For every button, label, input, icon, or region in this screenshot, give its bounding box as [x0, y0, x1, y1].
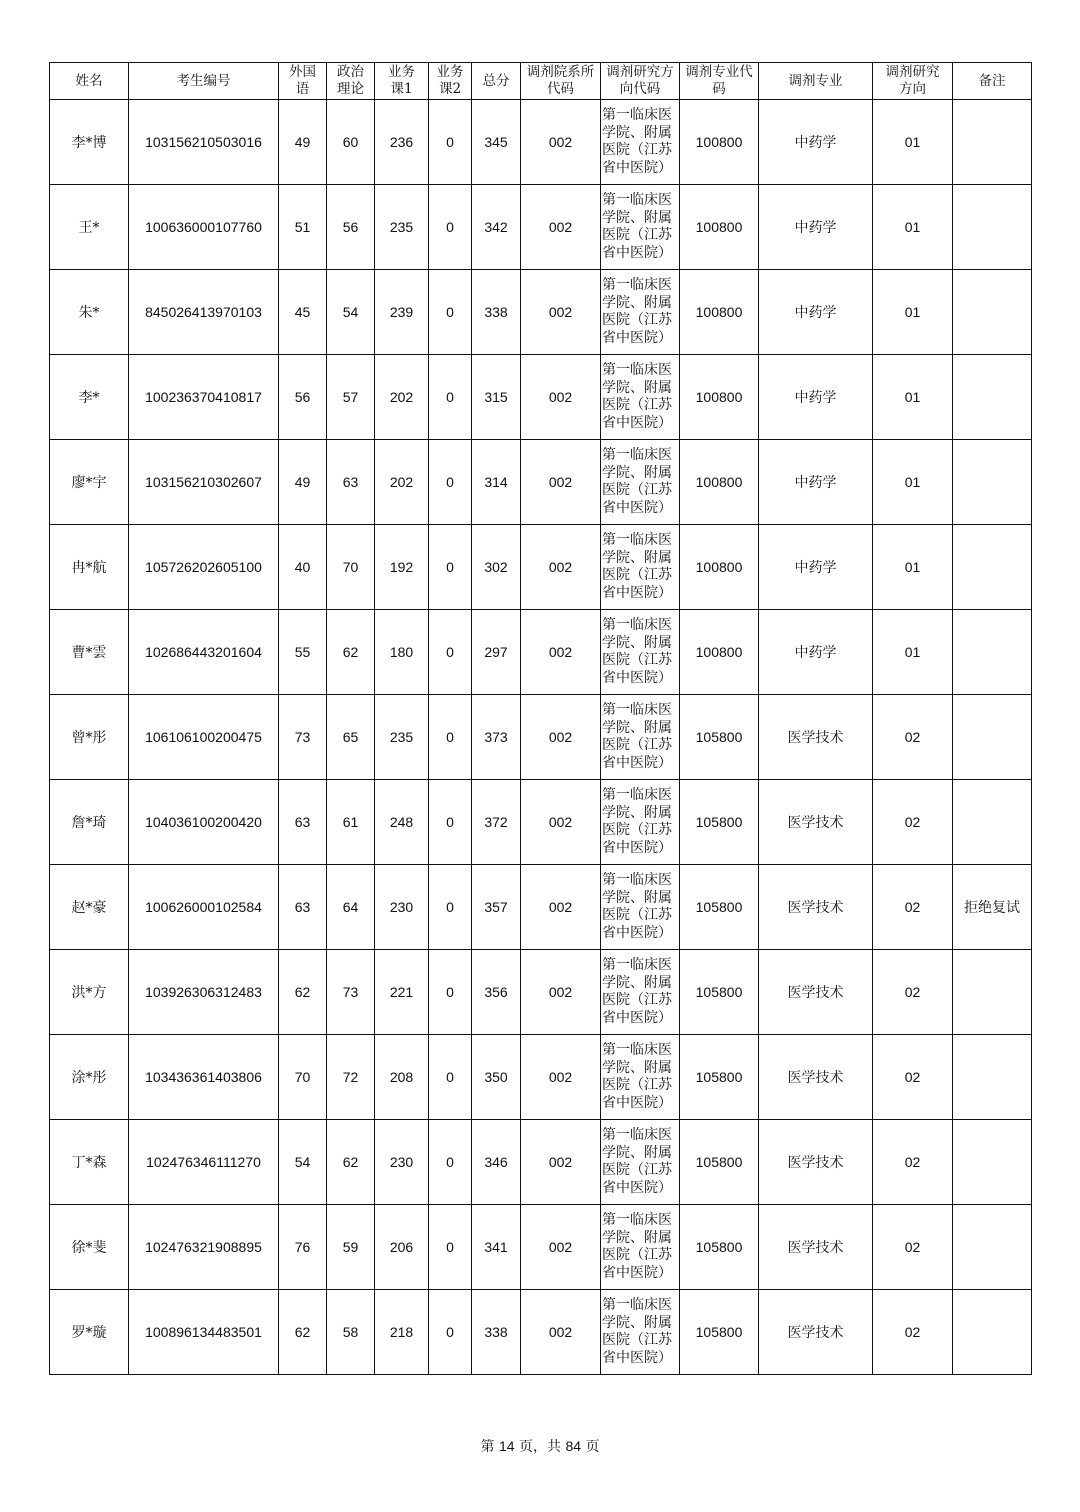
cell-foreign-language: 51 — [279, 185, 327, 270]
cell-dept-code: 002 — [521, 355, 601, 440]
cell-foreign-language: 49 — [279, 100, 327, 185]
cell-direction: 01 — [873, 270, 953, 355]
cell-exam-no: 100636000107760 — [129, 185, 279, 270]
cell-direction-code-text: 第一临床医学院、附属医院（江苏省中医院） — [602, 362, 672, 431]
cell-direction-code-text: 第一临床医学院、附属医院（江苏省中医院） — [602, 617, 672, 686]
cell-foreign-language: 49 — [279, 440, 327, 525]
cell-total: 357 — [472, 865, 521, 950]
table-row — [50, 100, 1032, 185]
table-row — [50, 695, 1032, 780]
cell-direction-code-text: 第一临床医学院、附属医院（江苏省中医院） — [602, 1042, 672, 1111]
cell-name: 涂*彤 — [50, 1035, 129, 1120]
cell-direction: 02 — [873, 1120, 953, 1205]
cell-politics: 64 — [327, 865, 375, 950]
cell-course1: 235 — [375, 695, 429, 780]
cell-course2: 0 — [429, 525, 472, 610]
cell-exam-no: 102686443201604 — [129, 610, 279, 695]
cell-politics: 59 — [327, 1205, 375, 1290]
cell-major: 医学技术 — [759, 1035, 873, 1120]
cell-course1: 239 — [375, 270, 429, 355]
header-dept-code-text: 调剂院系所 代码 — [526, 64, 595, 97]
cell-foreign-language: 55 — [279, 610, 327, 695]
header-note: 备注 — [953, 63, 1032, 100]
cell-direction-code — [601, 695, 680, 780]
cell-direction-code — [601, 780, 680, 865]
cell-exam-no: 103926306312483 — [129, 950, 279, 1035]
header-foreign-language-text: 外国 语 — [289, 64, 316, 97]
footer-page-number: 14 — [498, 1438, 515, 1454]
cell-direction-code — [601, 865, 680, 950]
cell-exam-no: 105726202605100 — [129, 525, 279, 610]
header-name: 姓名 — [50, 63, 129, 100]
cell-direction: 01 — [873, 355, 953, 440]
cell-course1: 202 — [375, 440, 429, 525]
table-row — [50, 1035, 1032, 1120]
table-row — [50, 1290, 1032, 1375]
admission-table — [49, 62, 1032, 1375]
cell-course1: 192 — [375, 525, 429, 610]
cell-dept-code: 002 — [521, 780, 601, 865]
cell-major: 中药学 — [759, 610, 873, 695]
cell-course1: 208 — [375, 1035, 429, 1120]
cell-direction-code — [601, 440, 680, 525]
cell-dept-code: 002 — [521, 610, 601, 695]
cell-course2: 0 — [429, 440, 472, 525]
cell-direction-code-text: 第一临床医学院、附属医院（江苏省中医院） — [602, 1212, 672, 1281]
cell-direction-code-text: 第一临床医学院、附属医院（江苏省中医院） — [602, 1297, 672, 1366]
header-major: 调剂专业 — [759, 63, 873, 100]
cell-total: 315 — [472, 355, 521, 440]
cell-direction-code — [601, 1290, 680, 1375]
cell-total: 341 — [472, 1205, 521, 1290]
cell-direction-code — [601, 1120, 680, 1205]
cell-politics: 62 — [327, 610, 375, 695]
cell-direction-code-text: 第一临床医学院、附属医院（江苏省中医院） — [602, 447, 672, 516]
cell-direction-code — [601, 610, 680, 695]
cell-course1: 236 — [375, 100, 429, 185]
cell-foreign-language: 62 — [279, 1290, 327, 1375]
cell-course1: 235 — [375, 185, 429, 270]
cell-direction: 01 — [873, 185, 953, 270]
cell-note — [953, 780, 1032, 865]
cell-course2: 0 — [429, 1205, 472, 1290]
cell-exam-no: 104036100200420 — [129, 780, 279, 865]
cell-course1: 248 — [375, 780, 429, 865]
cell-direction: 02 — [873, 695, 953, 780]
cell-major-code: 100800 — [680, 440, 759, 525]
cell-dept-code: 002 — [521, 270, 601, 355]
cell-major-code: 100800 — [680, 610, 759, 695]
cell-politics: 70 — [327, 525, 375, 610]
cell-direction-code — [601, 1205, 680, 1290]
cell-note — [953, 1290, 1032, 1375]
cell-politics: 65 — [327, 695, 375, 780]
cell-exam-no: 102476346111270 — [129, 1120, 279, 1205]
cell-direction-code-text: 第一临床医学院、附属医院（江苏省中医院） — [602, 107, 672, 176]
header-direction-code — [601, 63, 680, 100]
cell-direction: 02 — [873, 780, 953, 865]
cell-direction: 01 — [873, 525, 953, 610]
cell-foreign-language: 45 — [279, 270, 327, 355]
table-row — [50, 525, 1032, 610]
cell-dept-code: 002 — [521, 865, 601, 950]
table-row — [50, 185, 1032, 270]
header-direction-text: 调剂研究 方向 — [885, 64, 940, 97]
cell-exam-no: 103156210302607 — [129, 440, 279, 525]
header-total: 总分 — [472, 63, 521, 100]
cell-major: 医学技术 — [759, 950, 873, 1035]
cell-note — [953, 525, 1032, 610]
cell-major: 医学技术 — [759, 1205, 873, 1290]
cell-major: 医学技术 — [759, 695, 873, 780]
table-row — [50, 355, 1032, 440]
cell-major-code: 105800 — [680, 1290, 759, 1375]
cell-politics: 60 — [327, 100, 375, 185]
cell-note: 拒绝复试 — [953, 865, 1032, 950]
cell-major: 医学技术 — [759, 1120, 873, 1205]
cell-major: 医学技术 — [759, 780, 873, 865]
cell-course2: 0 — [429, 865, 472, 950]
cell-dept-code: 002 — [521, 100, 601, 185]
cell-direction-code — [601, 355, 680, 440]
cell-total: 345 — [472, 100, 521, 185]
cell-major: 中药学 — [759, 270, 873, 355]
header-course2-text: 业务 课2 — [436, 64, 464, 97]
cell-major: 中药学 — [759, 525, 873, 610]
cell-major-code: 105800 — [680, 1035, 759, 1120]
cell-foreign-language: 62 — [279, 950, 327, 1035]
cell-direction: 02 — [873, 950, 953, 1035]
cell-course2: 0 — [429, 695, 472, 780]
cell-dept-code: 002 — [521, 1035, 601, 1120]
cell-foreign-language: 63 — [279, 780, 327, 865]
cell-course2: 0 — [429, 1120, 472, 1205]
table-row — [50, 780, 1032, 865]
cell-total: 338 — [472, 1290, 521, 1375]
cell-dept-code: 002 — [521, 1120, 601, 1205]
cell-total: 342 — [472, 185, 521, 270]
cell-direction-code-text: 第一临床医学院、附属医院（江苏省中医院） — [602, 787, 672, 856]
cell-direction-code — [601, 950, 680, 1035]
cell-course2: 0 — [429, 100, 472, 185]
cell-direction-code-text: 第一临床医学院、附属医院（江苏省中医院） — [602, 192, 672, 261]
cell-politics: 63 — [327, 440, 375, 525]
cell-direction: 01 — [873, 610, 953, 695]
table-body — [50, 100, 1032, 1375]
cell-note — [953, 610, 1032, 695]
cell-note — [953, 1120, 1032, 1205]
cell-total: 346 — [472, 1120, 521, 1205]
cell-major: 医学技术 — [759, 865, 873, 950]
cell-total: 350 — [472, 1035, 521, 1120]
cell-total: 314 — [472, 440, 521, 525]
cell-course2: 0 — [429, 1290, 472, 1375]
cell-direction-code — [601, 270, 680, 355]
cell-dept-code: 002 — [521, 1290, 601, 1375]
cell-course1: 230 — [375, 865, 429, 950]
table-row — [50, 1120, 1032, 1205]
cell-total: 372 — [472, 780, 521, 865]
cell-course1: 221 — [375, 950, 429, 1035]
cell-dept-code: 002 — [521, 695, 601, 780]
cell-exam-no: 100896134483501 — [129, 1290, 279, 1375]
cell-name: 李* — [50, 355, 129, 440]
cell-note — [953, 1035, 1032, 1120]
cell-exam-no: 102476321908895 — [129, 1205, 279, 1290]
footer-prefix: 第 — [480, 1439, 495, 1455]
cell-name: 赵*豪 — [50, 865, 129, 950]
cell-major-code: 105800 — [680, 950, 759, 1035]
cell-major: 中药学 — [759, 185, 873, 270]
cell-exam-no: 103436361403806 — [129, 1035, 279, 1120]
cell-major: 中药学 — [759, 440, 873, 525]
cell-major-code: 100800 — [680, 185, 759, 270]
cell-name: 曾*彤 — [50, 695, 129, 780]
cell-major-code: 100800 — [680, 355, 759, 440]
cell-name: 廖*宇 — [50, 440, 129, 525]
cell-course2: 0 — [429, 185, 472, 270]
footer-middle: 页，共 — [519, 1439, 561, 1455]
header-direction — [873, 63, 953, 100]
cell-total: 338 — [472, 270, 521, 355]
cell-politics: 72 — [327, 1035, 375, 1120]
cell-major-code: 100800 — [680, 525, 759, 610]
cell-note — [953, 185, 1032, 270]
header-direction-code-text: 调剂研究方 向代码 — [606, 64, 674, 97]
header-course1-text: 业务 课1 — [388, 64, 415, 97]
cell-name: 丁*森 — [50, 1120, 129, 1205]
page-footer — [0, 1436, 1080, 1456]
cell-course1: 206 — [375, 1205, 429, 1290]
cell-course2: 0 — [429, 610, 472, 695]
cell-direction: 02 — [873, 1205, 953, 1290]
cell-course1: 180 — [375, 610, 429, 695]
cell-course2: 0 — [429, 950, 472, 1035]
cell-politics: 62 — [327, 1120, 375, 1205]
cell-dept-code: 002 — [521, 525, 601, 610]
cell-dept-code: 002 — [521, 1205, 601, 1290]
cell-dept-code: 002 — [521, 185, 601, 270]
cell-major-code: 105800 — [680, 695, 759, 780]
cell-major: 医学技术 — [759, 1290, 873, 1375]
cell-name: 洪*方 — [50, 950, 129, 1035]
cell-direction-code-text: 第一临床医学院、附属医院（江苏省中医院） — [602, 277, 672, 346]
table-row — [50, 865, 1032, 950]
header-foreign-language — [279, 63, 327, 100]
cell-politics: 57 — [327, 355, 375, 440]
cell-direction-code-text: 第一临床医学院、附属医院（江苏省中医院） — [602, 532, 672, 601]
table-row — [50, 440, 1032, 525]
header-politics — [327, 63, 375, 100]
header-course1 — [375, 63, 429, 100]
cell-name: 徐*斐 — [50, 1205, 129, 1290]
cell-course1: 218 — [375, 1290, 429, 1375]
cell-note — [953, 270, 1032, 355]
header-major-code-text: 调剂专业代 码 — [685, 64, 753, 97]
cell-name: 李*博 — [50, 100, 129, 185]
cell-note — [953, 440, 1032, 525]
header-major-code — [680, 63, 759, 100]
cell-major-code: 100800 — [680, 100, 759, 185]
table-row — [50, 950, 1032, 1035]
cell-major-code: 105800 — [680, 865, 759, 950]
cell-direction: 02 — [873, 865, 953, 950]
cell-exam-no: 106106100200475 — [129, 695, 279, 780]
cell-direction-code — [601, 525, 680, 610]
header-exam-no: 考生编号 — [129, 63, 279, 100]
cell-note — [953, 355, 1032, 440]
cell-name: 冉*航 — [50, 525, 129, 610]
cell-foreign-language: 63 — [279, 865, 327, 950]
cell-politics: 73 — [327, 950, 375, 1035]
footer-total-pages: 84 — [565, 1438, 582, 1454]
cell-major: 中药学 — [759, 100, 873, 185]
cell-exam-no: 100626000102584 — [129, 865, 279, 950]
cell-direction-code — [601, 185, 680, 270]
header-dept-code — [521, 63, 601, 100]
table-header-row — [50, 63, 1032, 100]
cell-major: 中药学 — [759, 355, 873, 440]
cell-course2: 0 — [429, 355, 472, 440]
cell-major-code: 105800 — [680, 780, 759, 865]
cell-total: 373 — [472, 695, 521, 780]
cell-direction-code-text: 第一临床医学院、附属医院（江苏省中医院） — [602, 872, 672, 941]
cell-course2: 0 — [429, 1035, 472, 1120]
table-row — [50, 610, 1032, 695]
cell-name: 朱* — [50, 270, 129, 355]
cell-total: 302 — [472, 525, 521, 610]
cell-politics: 61 — [327, 780, 375, 865]
cell-major-code: 100800 — [680, 270, 759, 355]
cell-course1: 230 — [375, 1120, 429, 1205]
cell-direction: 01 — [873, 440, 953, 525]
cell-foreign-language: 76 — [279, 1205, 327, 1290]
cell-direction-code-text: 第一临床医学院、附属医院（江苏省中医院） — [602, 702, 672, 771]
cell-direction: 02 — [873, 1035, 953, 1120]
cell-direction: 02 — [873, 1290, 953, 1375]
cell-note — [953, 695, 1032, 780]
cell-politics: 58 — [327, 1290, 375, 1375]
cell-dept-code: 002 — [521, 440, 601, 525]
table-row — [50, 270, 1032, 355]
cell-direction-code-text: 第一临床医学院、附属医院（江苏省中医院） — [602, 1127, 672, 1196]
footer-suffix: 页 — [585, 1439, 600, 1455]
cell-name: 詹*琦 — [50, 780, 129, 865]
cell-foreign-language: 73 — [279, 695, 327, 780]
cell-total: 297 — [472, 610, 521, 695]
cell-direction-code-text: 第一临床医学院、附属医院（江苏省中医院） — [602, 957, 672, 1026]
cell-foreign-language: 54 — [279, 1120, 327, 1205]
cell-name: 王* — [50, 185, 129, 270]
cell-major-code: 105800 — [680, 1205, 759, 1290]
cell-name: 罗*璇 — [50, 1290, 129, 1375]
table-row — [50, 1205, 1032, 1290]
cell-course2: 0 — [429, 270, 472, 355]
cell-exam-no: 845026413970103 — [129, 270, 279, 355]
cell-note — [953, 100, 1032, 185]
cell-note — [953, 950, 1032, 1035]
cell-foreign-language: 40 — [279, 525, 327, 610]
cell-politics: 56 — [327, 185, 375, 270]
cell-direction: 01 — [873, 100, 953, 185]
cell-course2: 0 — [429, 780, 472, 865]
cell-exam-no: 103156210503016 — [129, 100, 279, 185]
cell-direction-code — [601, 100, 680, 185]
cell-foreign-language: 70 — [279, 1035, 327, 1120]
cell-course1: 202 — [375, 355, 429, 440]
cell-major-code: 105800 — [680, 1120, 759, 1205]
cell-foreign-language: 56 — [279, 355, 327, 440]
cell-total: 356 — [472, 950, 521, 1035]
cell-direction-code — [601, 1035, 680, 1120]
cell-note — [953, 1205, 1032, 1290]
cell-exam-no: 100236370410817 — [129, 355, 279, 440]
cell-name: 曹*雲 — [50, 610, 129, 695]
cell-dept-code: 002 — [521, 950, 601, 1035]
header-course2 — [429, 63, 472, 100]
cell-politics: 54 — [327, 270, 375, 355]
header-politics-text: 政治 理论 — [337, 64, 364, 97]
